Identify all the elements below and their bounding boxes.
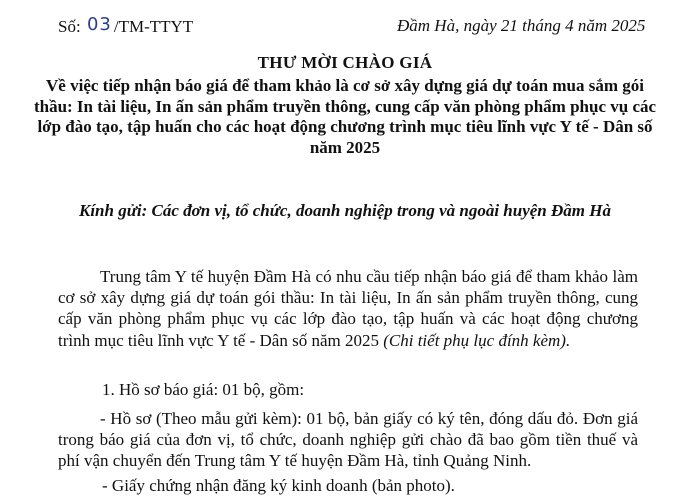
recipient-line: Kính gửi: Các đơn vị, tổ chức, doanh nghiệp trong và ngoài huyện Đầm Hà — [78, 201, 611, 220]
paragraph-1-text: Trung tâm Y tế huyện Đầm Hà có nhu cầu tiếp nhận báo giá để tham khảo làm cơ sở xây dựng giá dự toán gói thầu: In tài liệu, In ấn sản phẩm truyền thông, cung cấp văn phòng phẩm phục vụ các lớp đào tạo, tập huấn và các hoạt động chương trình mục tiêu lĩnh vực Y tế - Dân số năm 2025 — [58, 267, 638, 350]
number-prefix: Số: — [58, 17, 81, 36]
item-1b: - Giấy chứng nhận đăng ký kinh doanh (bản photo). — [102, 476, 455, 495]
document-title: THƯ MỜI CHÀO GIÁ — [257, 53, 433, 72]
paragraph-1-note: (Chi tiết phụ lục đính kèm). — [383, 330, 571, 350]
item-1-heading: 1. Hồ sơ báo giá: 01 bộ, gồm: — [102, 380, 305, 399]
place-date: Đầm Hà, ngày 21 tháng 4 năm 2025 — [397, 16, 646, 35]
document-number — [58, 16, 193, 37]
number-suffix: /TM-TTYT — [113, 17, 194, 36]
document-subject: Về việc tiếp nhận báo giá để tham khảo là cơ sở xây dựng giá dự toán mua sắm gói thầu: In tài liệu, In ấn sản phẩm truyền thông, cung cấp văn phòng phẩm phục vụ các lớp đào tạo, tập huấn cho các hoạt động chương trình mục tiêu lĩnh vực Y tế - Dân số năm 2025 — [33, 76, 657, 157]
body-paragraph-1 — [58, 266, 638, 351]
handwritten-number: 03 — [86, 14, 112, 35]
item-1a: - Hồ sơ (Theo mẫu gửi kèm): 01 bộ, bản giấy có ký tên, đóng dấu đỏ. Đơn giá trong báo giá của đơn vị, tổ chức, doanh nghiệp gửi chào đã bao gồm tiền thuế và phí vận chuyển đến Trung tâm Y tế huyện Đầm Hà, tỉnh Quảng Ninh. — [58, 409, 638, 471]
